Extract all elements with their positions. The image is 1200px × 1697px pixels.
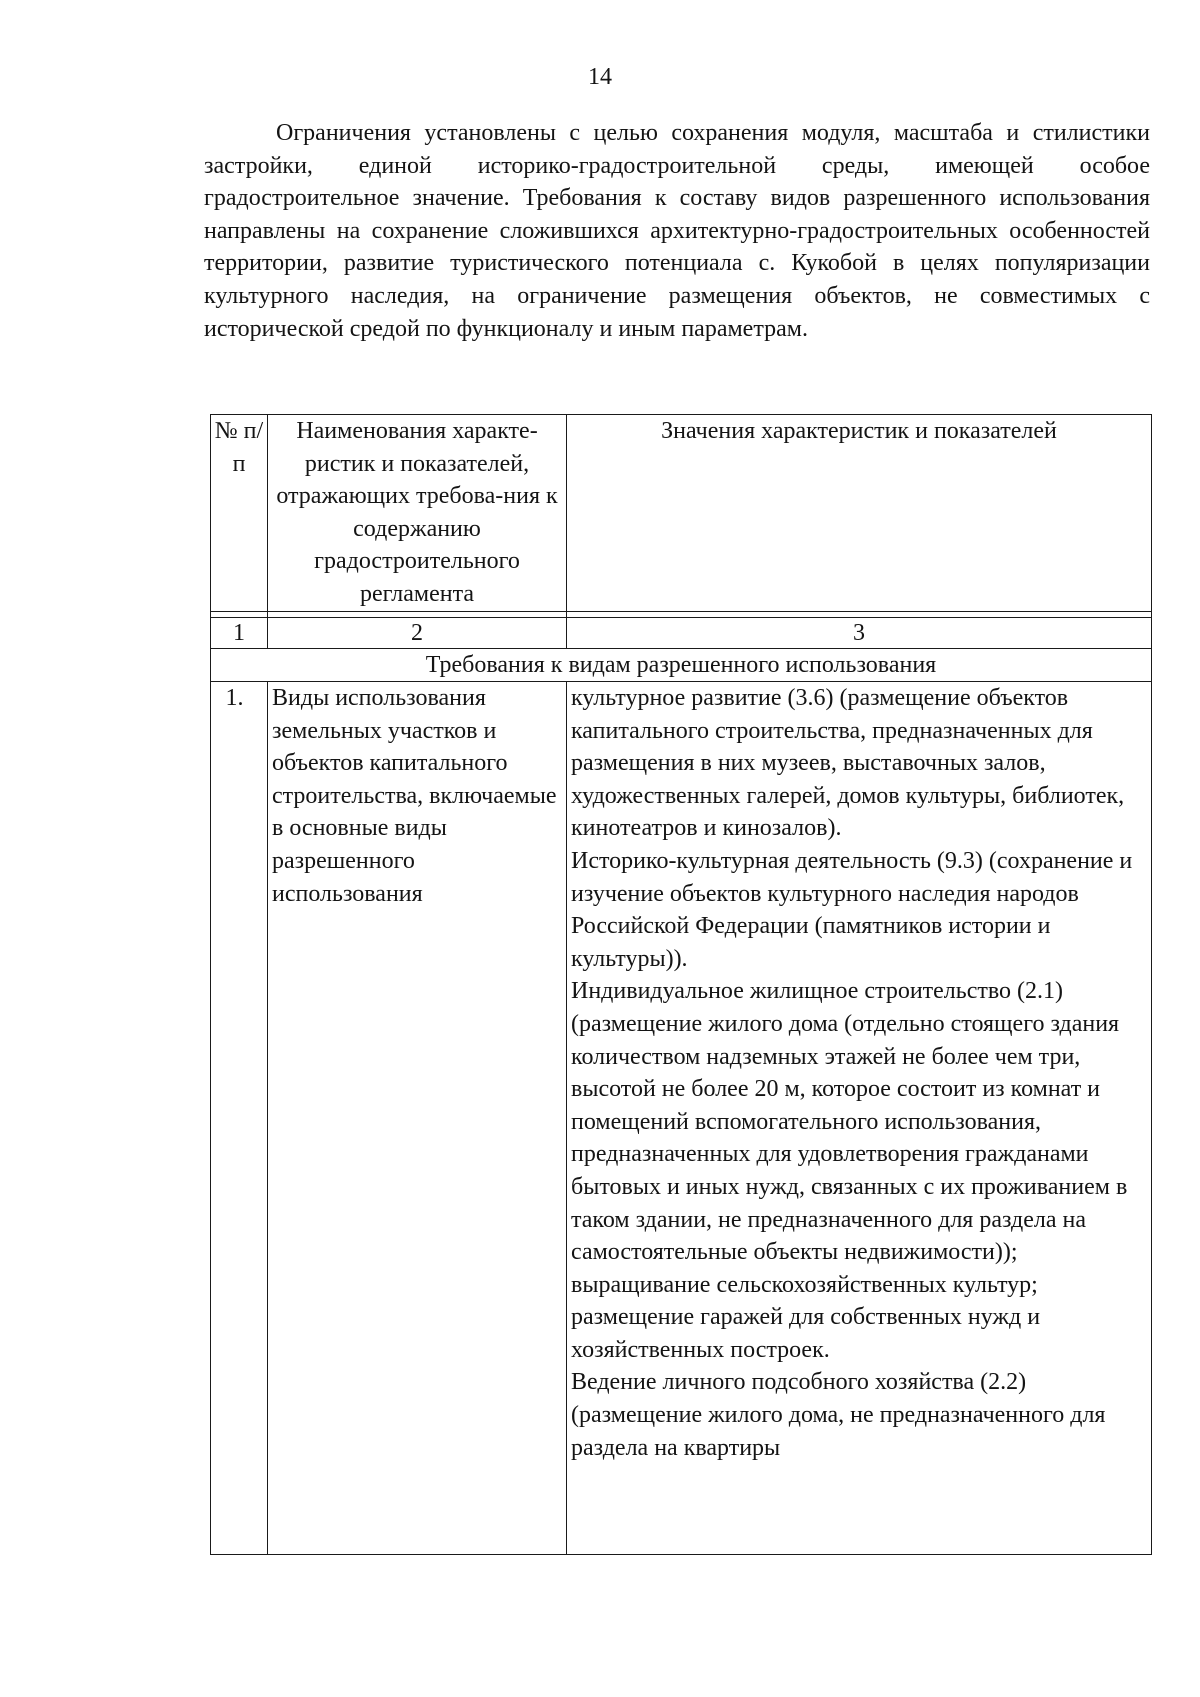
column-number-1: 1 bbox=[211, 618, 268, 649]
row-number: 1. bbox=[211, 682, 268, 1555]
value-paragraph: Ведение личного подсобного хозяйства (2.2) (размещение жилого дома, не предназначенного для раздела на квартиры bbox=[571, 1369, 1106, 1461]
section-row bbox=[211, 649, 1152, 682]
page-number: 14 bbox=[588, 64, 612, 90]
header-values: Значения характеристик и показателей bbox=[567, 415, 1152, 612]
value-paragraph: культурное развитие (3.6) (размещение объектов капитального строительства, предназначенных для размещения в них музеев, выставочных залов, художественных галерей, домов культуры, библиотек, кинотеатров и кинозалов). bbox=[571, 685, 1125, 842]
table-header-row bbox=[211, 415, 1152, 612]
value-paragraph: Историко-культурная деятельность (9.3) (сохранение и изучение объектов культурного наследия народов Российской Федерации (памятников истории и культуры)). bbox=[571, 847, 1133, 972]
header-name: Наименования характе-ристик и показателей, отражающих требова-ния к содержанию градостроительного регламента bbox=[268, 415, 567, 612]
row-name: Виды использования земельных участков и объектов капитального строительства, включаемые в основные виды разрешенного использования bbox=[268, 682, 567, 1555]
column-number-3: 3 bbox=[567, 618, 1152, 649]
column-numbers-row bbox=[211, 618, 1152, 649]
value-paragraph: выращивание сельскохозяйственных культур; bbox=[571, 1271, 1038, 1298]
header-number: № п/п bbox=[211, 415, 268, 612]
value-paragraph: Индивидуальное жилищное строительство (2.1) (размещение жилого дома (отдельно стоящего здания количеством надземных этажей не более чем три, высотой не более 20 м, которое состоит из комнат и помещений вспомогательного использования, предназначенных для удовлетворения гражданами бытовых и иных нужд, связанных с их проживанием в таком здании, не предназначенного для раздела на самостоятельные объекты недвижимости)); bbox=[571, 978, 1128, 1266]
column-number-2: 2 bbox=[268, 618, 567, 649]
regulation-table bbox=[210, 414, 1152, 1555]
section-title: Требования к видам разрешенного использования bbox=[211, 649, 1152, 682]
intro-paragraph: Ограничения установлены с целью сохранения модуля, масштаба и стилистики застройки, единой историко-градостроительной среды, имеющей особое градостроительное значение. Требования к составу видов разрешенного использования направлены на сохранение сложившихся архитектурно-градостроительных особенностей территории, развитие туристического потенциала с. Кукобой в целях популяризации культурного наследия, на ограничение размещения объектов, не совместимых с исторической средой по функционалу и иным параметрам. bbox=[204, 120, 1150, 342]
table-row bbox=[211, 682, 1152, 1555]
value-paragraph: размещение гаражей для собственных нужд и хозяйственных построек. bbox=[571, 1304, 1041, 1363]
row-values bbox=[567, 682, 1152, 1555]
